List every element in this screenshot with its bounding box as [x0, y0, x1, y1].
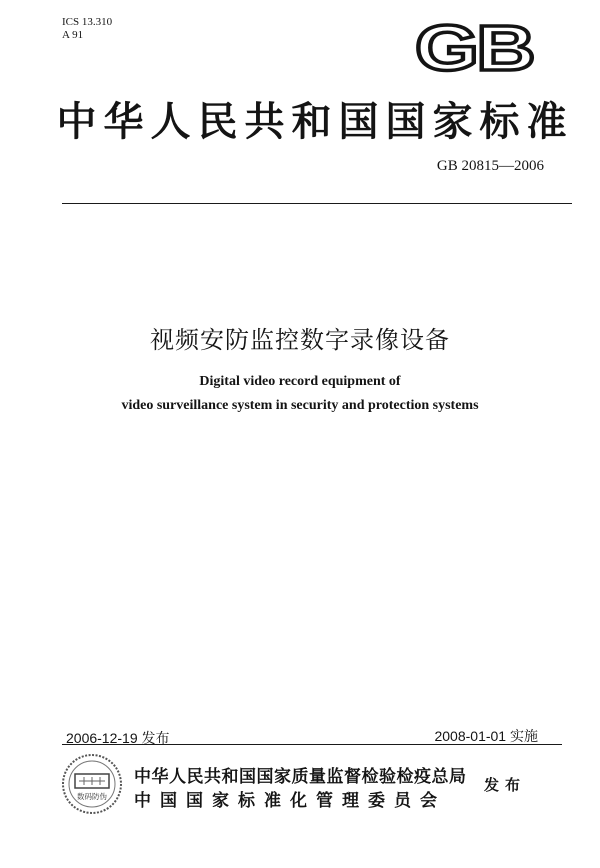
issuer-line2: 中国国家标准化管理委员会 — [134, 791, 446, 811]
title-english-line1: Digital video record equipment of — [199, 374, 401, 389]
standard-name: 中华人民共和国国家标准 — [56, 98, 574, 145]
ics-code: ICS 13.310 — [62, 16, 113, 28]
ccs-code: A 91 — [62, 29, 84, 41]
gb-logo — [412, 18, 536, 74]
issuer-line1: 中华人民共和国国家质量监督检验检疫总局 — [134, 767, 467, 787]
gb-logo-text: GB — [415, 18, 533, 74]
publish-date: 2006-12-19 发布 — [66, 730, 170, 746]
standard-code: GB 20815—2006 — [436, 158, 544, 174]
publish-label: 发布 — [484, 776, 527, 794]
title-english-line2: video surveillance system in security and protection systems — [121, 398, 479, 413]
implement-date: 2008-01-01 实施 — [434, 728, 538, 744]
title-chinese: 视频安防监控数字录像设备 — [150, 326, 450, 354]
anti-counterfeit-seal — [60, 752, 124, 816]
top-divider — [62, 203, 572, 204]
bottom-divider — [62, 744, 562, 745]
seal-text: 数码防伪 — [77, 792, 107, 801]
classification-block — [62, 16, 112, 42]
